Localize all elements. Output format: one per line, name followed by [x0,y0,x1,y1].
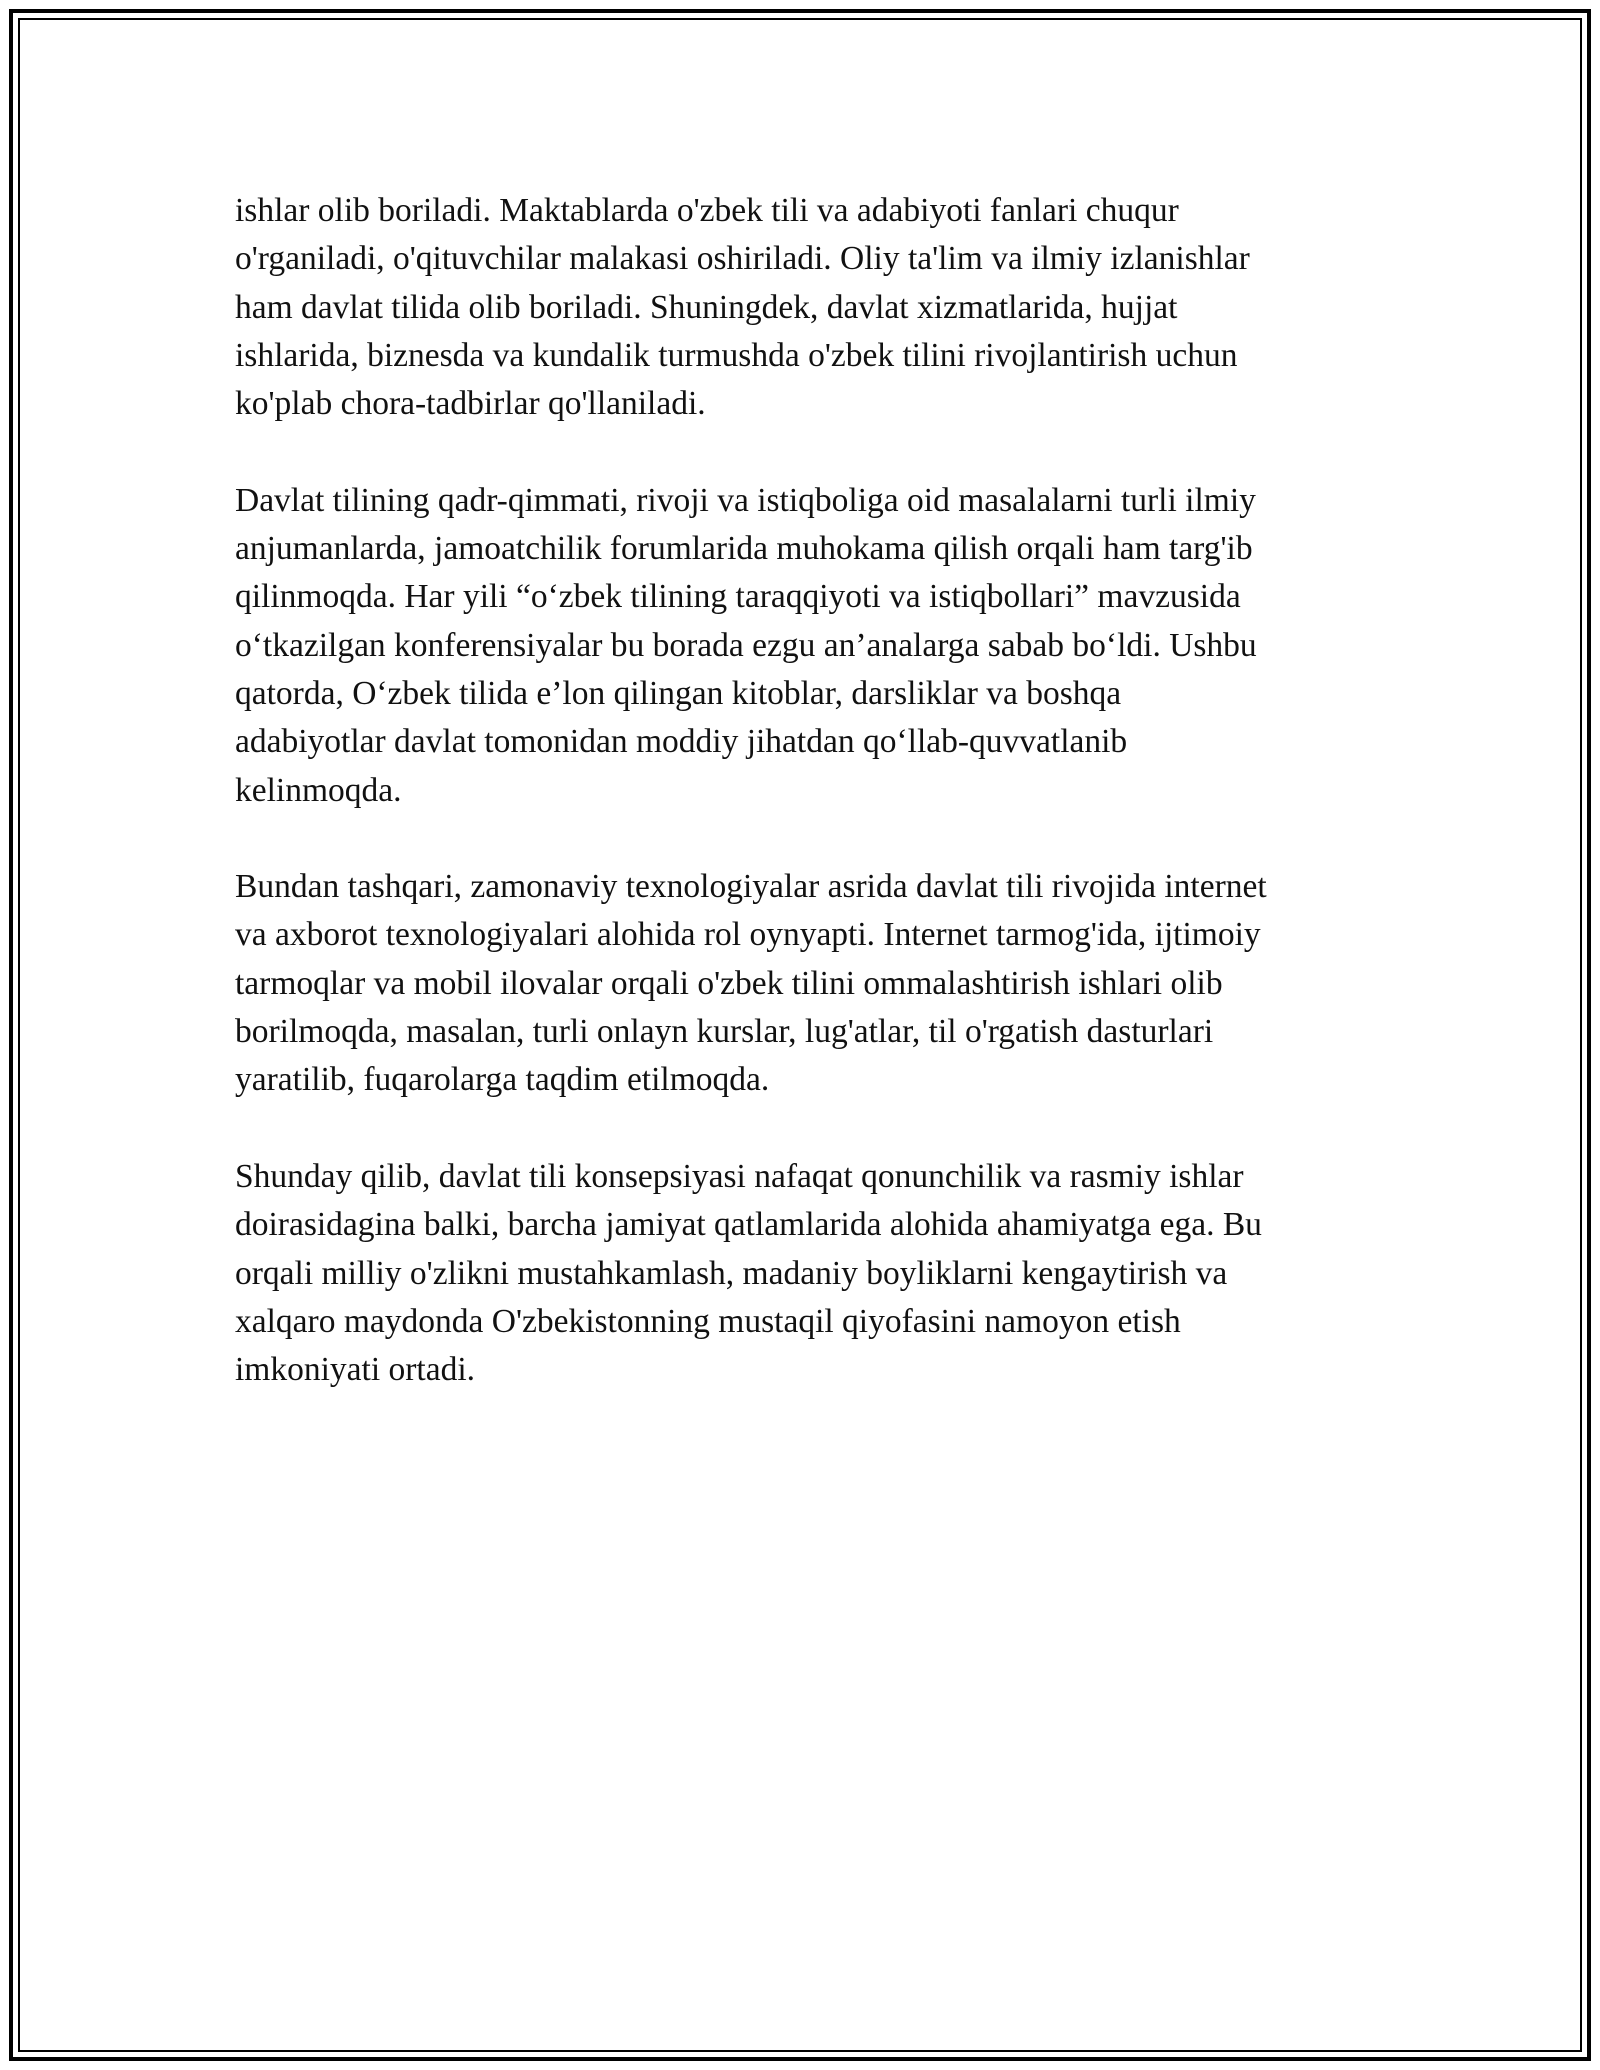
text-line: qilinmoqda. Har yili “oʻzbek tilining taraqqiyoti va istiqbollari” mavzusida [235,578,1241,616]
text-line: xalqaro maydonda O'zbekistonning mustaqil qiyofasini namoyon etish [235,1302,1181,1340]
text-line: doirasidagina balki, barcha jamiyat qatlamlarida alohida ahamiyatga ega. Bu [235,1206,1262,1244]
paragraph-1 [235,187,1375,428]
text-line: ishlarida, biznesda va kundalik turmushda o'zbek tilini rivojlantirish uchun [235,336,1238,374]
text-line: borilmoqda, masalan, turli onlayn kurslar, lug'atlar, til o'rgatish dasturlari [235,1013,1214,1051]
text-line: Shunday qilib, davlat tili konsepsiyasi nafaqat qonunchilik va rasmiy ishlar [235,1157,1244,1195]
text-line: yaratilib, fuqarolarga taqdim etilmoqda. [235,1061,770,1099]
text-line: imkoniyati ortadi. [235,1351,476,1389]
paragraph-3 [235,863,1375,1104]
text-line: tarmoqlar va mobil ilovalar orqali o'zbek tilini ommalashtirish ishlari olib [235,964,1223,1002]
text-line: va axborot texnologiyalari alohida rol oynyapti. Internet tarmog'ida, ijtimoiy [235,916,1261,954]
text-line: ham davlat tilida olib boriladi. Shuningdek, davlat xizmatlarida, hujjat [235,288,1178,326]
paragraph-4 [235,1153,1375,1394]
text-line: qatorda, Oʻzbek tilida e’lon qilingan kitoblar, darsliklar va boshqa [235,674,1122,712]
text-line: Davlat tilining qadr-qimmati, rivoji va istiqboliga oid masalalarni turli ilmiy [235,481,1256,519]
text-line: adabiyotlar davlat tomonidan moddiy jihatdan qoʻllab-quvvatlanib [235,723,1128,761]
text-line: anjumanlarda, jamoatchilik forumlarida muhokama qilish orqali ham targ'ib [235,530,1253,568]
text-line: orqali milliy o'zlikni mustahkamlash, madaniy boyliklarni kengaytirish va [235,1254,1228,1292]
text-line: ishlar olib boriladi. Maktablarda o'zbek tili va adabiyoti fanlari chuqur [235,192,1179,229]
text-line: Bundan tashqari, zamonaviy texnologiyalar asrida davlat tili rivojida internet [235,868,1267,906]
paragraph-2 [235,477,1375,815]
text-line: kelinmoqda. [235,771,402,809]
text-line: oʻtkazilgan konferensiyalar bu borada ezgu an’analarga sabab boʻldi. Ushbu [235,626,1257,664]
document-body [235,187,1375,1443]
text-line: ko'plab chora-tadbirlar qo'llaniladi. [235,385,706,423]
text-line: o'rganiladi, o'qituvchilar malakasi oshiriladi. Oliy ta'lim va ilmiy izlanishlar [235,240,1250,278]
